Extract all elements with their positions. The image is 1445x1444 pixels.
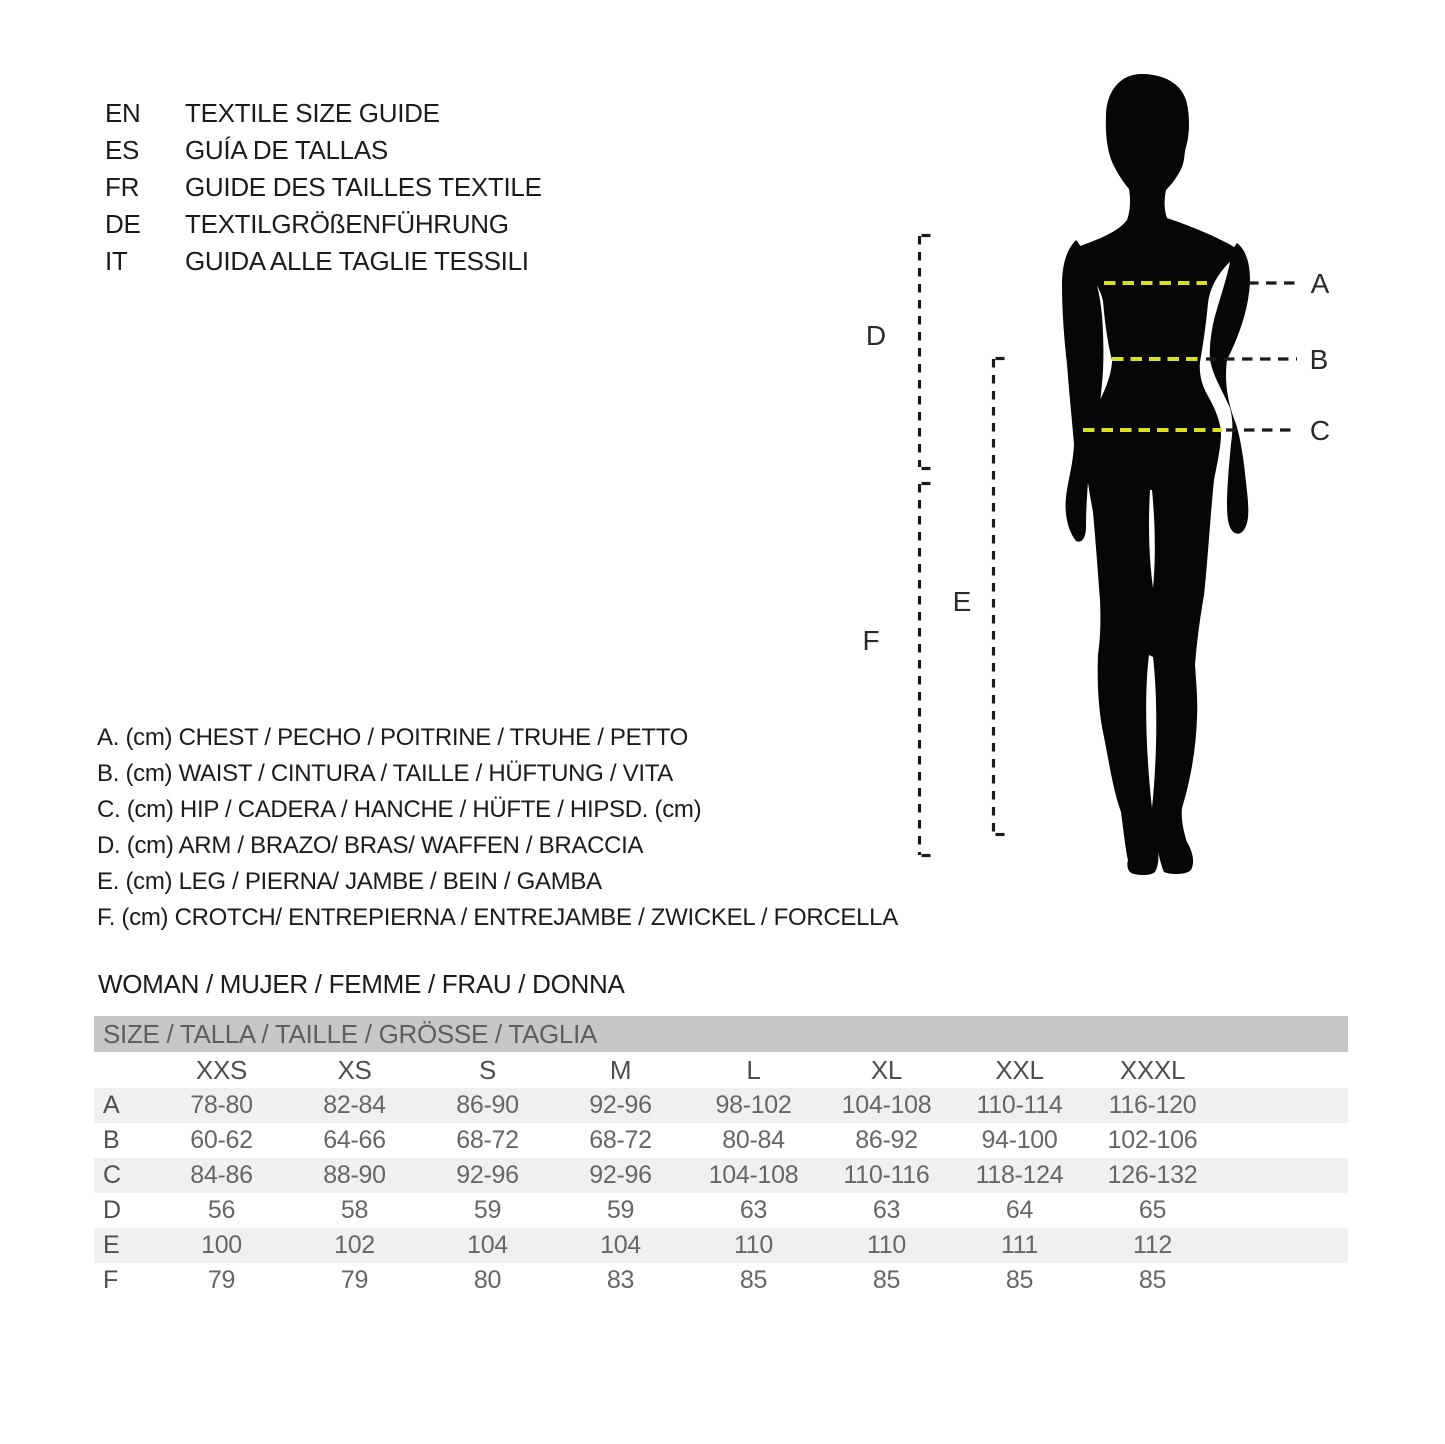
row-label: A (103, 1091, 120, 1119)
table-cell: 59 (473, 1196, 502, 1224)
table-cell: 83 (606, 1266, 635, 1294)
size-column-header: XXL (995, 1054, 1044, 1085)
lang-label: GUÍA DE TALLAS (185, 135, 388, 165)
table-cell: 86-92 (855, 1126, 918, 1154)
table-cell: 85 (1138, 1266, 1167, 1294)
table-row (94, 1228, 1348, 1263)
figure-svg (850, 60, 1345, 890)
table-row (94, 1123, 1348, 1158)
lang-row (105, 95, 542, 132)
legend-line-chest: A. (cm) CHEST / PECHO / POITRINE / TRUHE / PETTO (97, 724, 689, 751)
legend-line-waist: B. (cm) WAIST / CINTURA / TAILLE / HÜFTUNG / VITA (97, 760, 674, 787)
table-cell: 104 (600, 1231, 641, 1259)
size-column-header: XL (870, 1054, 903, 1085)
legend-line-arm: D. (cm) ARM / BRAZO/ BRAS/ WAFFEN / BRACCIA (97, 832, 644, 859)
leg-marker-label: E (952, 586, 972, 617)
table-cell: 79 (207, 1266, 236, 1294)
table-cell: 88-90 (323, 1161, 386, 1189)
lang-code: ES (105, 135, 140, 165)
legend-line-hip: C. (cm) HIP / CADERA / HANCHE / HÜFTE / HIPSD. (cm) (97, 796, 702, 823)
table-cell: 126-132 (1107, 1161, 1198, 1189)
right-arm-silhouette (1210, 243, 1250, 534)
table-cell: 92-96 (589, 1091, 652, 1119)
crotch-marker-label: F (862, 625, 880, 656)
table-cell: 112 (1133, 1231, 1172, 1259)
title-block (105, 95, 542, 280)
table-cell: 110 (867, 1231, 906, 1259)
hip-marker-label: C (1309, 415, 1331, 446)
table-cell: 111 (1000, 1231, 1039, 1259)
legend-line-leg: E. (cm) LEG / PIERNA/ JAMBE / BEIN / GAMBA (97, 868, 602, 895)
size-table (94, 1016, 1348, 1298)
table-row (94, 1263, 1348, 1298)
table-cell: 78-80 (190, 1091, 253, 1119)
row-label: C (103, 1161, 121, 1189)
table-cell: 92-96 (456, 1161, 519, 1189)
table-header: SIZE / TALLA / TAILLE / GRÖSSE / TAGLIA (94, 1016, 1348, 1052)
table-cell: 85 (1005, 1266, 1034, 1294)
table-cell: 63 (739, 1196, 768, 1224)
table-cell: 85 (872, 1266, 901, 1294)
row-label: D (103, 1196, 121, 1224)
table-cell: 110-114 (976, 1091, 1063, 1119)
measurement-legend (97, 720, 898, 936)
table-cell: 85 (739, 1266, 768, 1294)
legend-line-crotch: F. (cm) CROTCH/ ENTREPIERNA / ENTREJAMBE / ZWICKEL / FORCELLA (97, 904, 898, 931)
lang-code: DE (105, 209, 141, 239)
table-cell: 104-108 (841, 1091, 932, 1119)
size-column-header: XXXL (1119, 1054, 1186, 1085)
table-cell: 59 (606, 1196, 635, 1224)
table-cell: 98-102 (715, 1091, 792, 1119)
table-cell: 104-108 (708, 1161, 799, 1189)
lang-row (105, 206, 542, 243)
size-column-header: L (746, 1054, 761, 1085)
table-cell: 68-72 (589, 1126, 652, 1154)
table-row (94, 1088, 1348, 1123)
lang-code: IT (105, 246, 128, 276)
size-columns-row (94, 1052, 1348, 1088)
table-cell: 58 (340, 1196, 369, 1224)
size-column-header: XXS (195, 1054, 248, 1085)
lang-label: GUIDA ALLE TAGLIE TESSILI (185, 246, 529, 276)
table-cell: 92-96 (589, 1161, 652, 1189)
table-cell: 64-66 (323, 1126, 386, 1154)
table-cell: 102-106 (1107, 1126, 1198, 1154)
table-cell: 65 (1138, 1196, 1167, 1224)
table-cell: 102 (334, 1231, 375, 1259)
chest-marker-label: A (1310, 268, 1330, 299)
table-cell: 79 (340, 1266, 369, 1294)
lang-label: TEXTILE SIZE GUIDE (185, 98, 440, 128)
row-label: B (103, 1126, 120, 1154)
table-cell: 64 (1005, 1196, 1034, 1224)
table-row (94, 1158, 1348, 1193)
row-label: E (103, 1231, 120, 1259)
table-cell: 84-86 (190, 1161, 253, 1189)
lang-label: GUIDE DES TAILLES TEXTILE (185, 172, 542, 202)
arm-marker-label: D (865, 320, 887, 351)
table-cell: 104 (467, 1231, 508, 1259)
table-cell: 80 (473, 1266, 502, 1294)
row-label: F (103, 1266, 118, 1294)
table-cell: 110 (734, 1231, 773, 1259)
table-cell: 56 (207, 1196, 236, 1224)
lang-row (105, 169, 542, 206)
table-cell: 118-124 (975, 1161, 1064, 1189)
lang-label: TEXTILGRÖßENFÜHRUNG (185, 209, 509, 239)
table-cell: 68-72 (456, 1126, 519, 1154)
table-cell: 100 (201, 1231, 242, 1259)
lang-row (105, 132, 542, 169)
waist-marker-label: B (1309, 344, 1329, 375)
table-cell: 82-84 (323, 1091, 386, 1119)
size-column-header: XS (337, 1054, 372, 1085)
table-cell: 116-120 (1108, 1091, 1197, 1119)
lang-code: EN (105, 98, 141, 128)
measurement-figure (850, 60, 1345, 890)
lang-row (105, 243, 542, 280)
audience-label: WOMAN / MUJER / FEMME / FRAU / DONNA (98, 969, 625, 999)
table-cell: 94-100 (981, 1126, 1058, 1154)
lang-code: FR (105, 172, 140, 202)
size-column-header: M (609, 1054, 632, 1085)
size-column-header: S (478, 1054, 497, 1085)
table-row (94, 1193, 1348, 1228)
table-cell: 80-84 (722, 1126, 785, 1154)
table-cell: 60-62 (190, 1126, 253, 1154)
table-cell: 86-90 (456, 1091, 519, 1119)
table-cell: 63 (872, 1196, 901, 1224)
woman-silhouette (1067, 74, 1242, 875)
table-cell: 110-116 (843, 1161, 930, 1189)
